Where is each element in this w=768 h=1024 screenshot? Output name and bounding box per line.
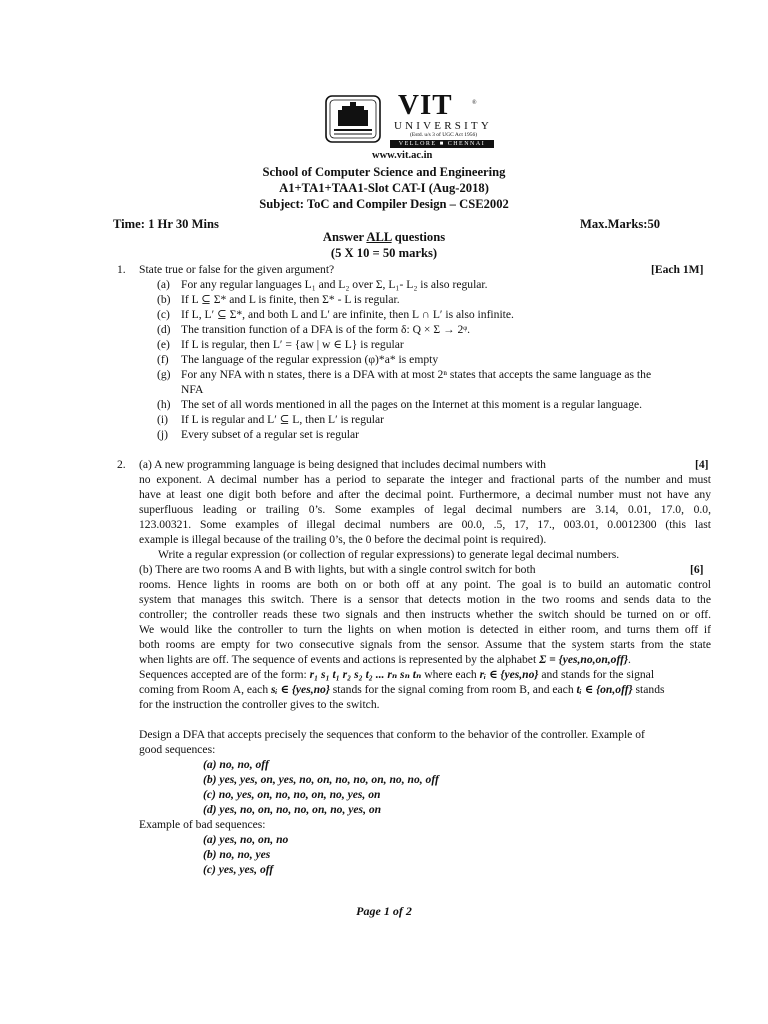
q1-item-label: (d) — [157, 323, 171, 336]
exam-slot: A1+TA1+TAA1-Slot CAT-I (Aug-2018) — [279, 181, 489, 195]
q2b-alphabet-text: when lights are off. The sequence of events and actions is represented by the alphabet — [139, 653, 540, 666]
q1-item-label: (h) — [157, 398, 171, 411]
q2b-line: controller; the controller reads these two signals and then instructs whether the switch should be turned on or off. — [139, 608, 711, 621]
bad-sequence: (c) yes, yes, off — [203, 863, 274, 876]
q2a-line: no exponent. A decimal number has a period to separate the integer and fractional parts of the number and must — [139, 473, 711, 486]
q2b-stands: stands — [632, 683, 665, 696]
good-sequence: (d) yes, no, on, no, no, on, no, yes, on — [203, 803, 382, 816]
q1-item-text: For any NFA with n states, there is a DFA with at most 2ⁿ states that accepts the same language as the — [181, 368, 652, 381]
page-number: Page 1 of 2 — [356, 904, 412, 918]
logo-established: (Estd. u/s 3 of UGC Act 1956) — [410, 132, 478, 138]
q2b-si: sᵢ ∈ {yes,no} — [271, 683, 330, 696]
q2a-line: example is illegal because of the trailing 0’s, the 0 before the decimal point is required). — [139, 533, 547, 546]
q1-item-text: If L ⊆ Σ* and L is finite, then Σ* - L is regular. — [181, 293, 400, 306]
q1-number: 1. — [117, 263, 126, 276]
q2b-design-cont: good sequences: — [139, 743, 216, 756]
q2b-ti: tᵢ ∈ {on,off} — [576, 683, 633, 696]
q2b-line: rooms. Hence lights in rooms are both on or both off at any point. The goal is to build an automatic control — [139, 578, 711, 591]
q2a-line: superfluous leading or trailing 0’s. Some examples of legal decimal numbers are 3.14, 0.01, 17.0, 0.0, — [139, 503, 711, 516]
q1-item-text: The language of the regular expression (φ)*a* is empty — [181, 353, 439, 366]
q2a-line: 123.00321. Some examples of illegal decimal numbers are 00.0, .5, 17, 17., 003.01, 0.0012300 (this last — [139, 518, 711, 531]
max-marks: Max.Marks:50 — [580, 217, 661, 231]
q1-item-label: (b) — [157, 293, 171, 306]
q2b-seq-mid: where each — [421, 668, 480, 681]
logo-university: UNIVERSITY — [394, 120, 492, 132]
q1-item-text: For any regular languages L₁ and L₂ over Σ, L₁- L₂ is also regular. — [181, 278, 488, 291]
q2b-line: (b) There are two rooms A and B with lights, but with a single control switch for both — [139, 563, 536, 576]
bad-sequences-label: Example of bad sequences: — [139, 818, 266, 831]
q1-item-label: (a) — [157, 278, 170, 291]
q2b-sequence-line — [139, 667, 654, 682]
good-sequence: (b) yes, yes, on, yes, no, on, no, no, on, no, no, off — [203, 773, 439, 786]
q1-item-label: (e) — [157, 338, 170, 351]
q1-item-label: (j) — [157, 428, 168, 441]
q1-item-text-cont: NFA — [181, 383, 204, 396]
q1-item-text: If L is regular and L′ ⊆ L, then L′ is regular — [181, 413, 385, 426]
q2b-alphabet-line: when lights are off. The sequence of events and actions is represented by the alphabet Σ = {yes,no,on,off}. — [139, 653, 631, 666]
q1-item-label: (i) — [157, 413, 168, 426]
website-link[interactable]: www.vit.ac.in — [372, 150, 433, 161]
answer-suffix: questions — [391, 230, 446, 244]
q2b-room-b: stands for the signal coming from room B, and each — [329, 683, 577, 696]
q2b-seq: r₁ s₁ t₁ r₂ s₂ t₂ ... rₙ sₙ tₙ — [309, 668, 422, 681]
q1-item-text: If L, L′ ⊆ Σ*, and both L and L′ are infinite, then L ∩ L′ is also infinite. — [181, 308, 514, 321]
q2-number: 2. — [117, 458, 126, 471]
logo-title: VIT — [398, 89, 453, 121]
q1-item-text: The transition function of a DFA is of the form δ: Q × Σ → 2ᵠ. — [181, 323, 471, 336]
q1-marks: [Each 1M] — [651, 263, 704, 276]
q2a-line: have at least one digit both before and after the decimal point. Furthermore, a decimal number must not have any — [139, 488, 711, 501]
q1-item-label: (c) — [157, 308, 170, 321]
good-sequence: (a) no, no, off — [203, 758, 269, 771]
q1-stem: State true or false for the given argument? — [139, 263, 335, 276]
q2b-room-line — [139, 682, 665, 697]
q2a-marks: [4] — [695, 458, 709, 471]
q2b-line: We would like the controller to turn the lights on when motion is detected in either room, and turns them off if — [139, 623, 711, 636]
q2b-line: system that manages this switch. There is a sensor that detects motion in the two rooms and sends data to the — [139, 593, 711, 606]
answer-instruction — [0, 230, 768, 245]
q2b-marks: [6] — [690, 563, 704, 576]
q1-item-label: (g) — [157, 368, 171, 381]
q1-item-text: The set of all words mentioned in all the pages on the Internet at this moment is a regular language. — [181, 398, 643, 411]
answer-all: ALL — [366, 230, 392, 244]
q1-item-text: If L is regular, then L′ = {aw | w ∈ L} is regular — [181, 338, 404, 351]
bad-sequence: (b) no, no, yes — [203, 848, 271, 861]
q2b-design: Design a DFA that accepts precisely the sequences that conform to the behavior of the controller. Example of — [139, 728, 645, 741]
q2a-task: Write a regular expression (or collection of regular expressions) to generate legal decimal numbers. — [158, 548, 620, 561]
answer-prefix: Answer — [322, 230, 367, 244]
q1-item-text: Every subset of a regular set is regular — [181, 428, 360, 441]
good-sequence: (c) no, yes, on, no, no, on, no, yes, on — [203, 788, 381, 801]
q2a-line: (a) A new programming language is being designed that includes decimal numbers with — [139, 458, 546, 471]
q2b-ri: rᵢ ∈ {yes,no} — [479, 668, 539, 681]
q2b-alphabet: Σ = {yes,no,on,off} — [539, 653, 629, 666]
school-name: School of Computer Science and Engineering — [262, 165, 506, 179]
registered-mark: ® — [472, 100, 477, 106]
q2b-seq-end: and stands for the signal — [538, 668, 655, 681]
bad-sequence: (a) yes, no, on, no — [203, 833, 289, 846]
q2b-room-a: coming from Room A, each — [139, 683, 272, 696]
q2b-seq-prefix: Sequences accepted are of the form: — [139, 668, 310, 681]
exam-time: Time: 1 Hr 30 Mins — [113, 217, 219, 231]
logo-cities: VELLORE ■ CHENNAI — [390, 140, 494, 148]
q2b-last: for the instruction the controller gives to the switch. — [139, 698, 380, 711]
marks-formula: (5 X 10 = 50 marks) — [330, 246, 438, 260]
q1-item-label: (f) — [157, 353, 169, 366]
university-seal-icon — [324, 94, 382, 144]
q2b-line: both rooms are empty for two consecutive signals from the sensor. Assume that the system starts from the state — [139, 638, 711, 651]
exam-subject: Subject: ToC and Compiler Design – CSE2002 — [259, 197, 509, 211]
